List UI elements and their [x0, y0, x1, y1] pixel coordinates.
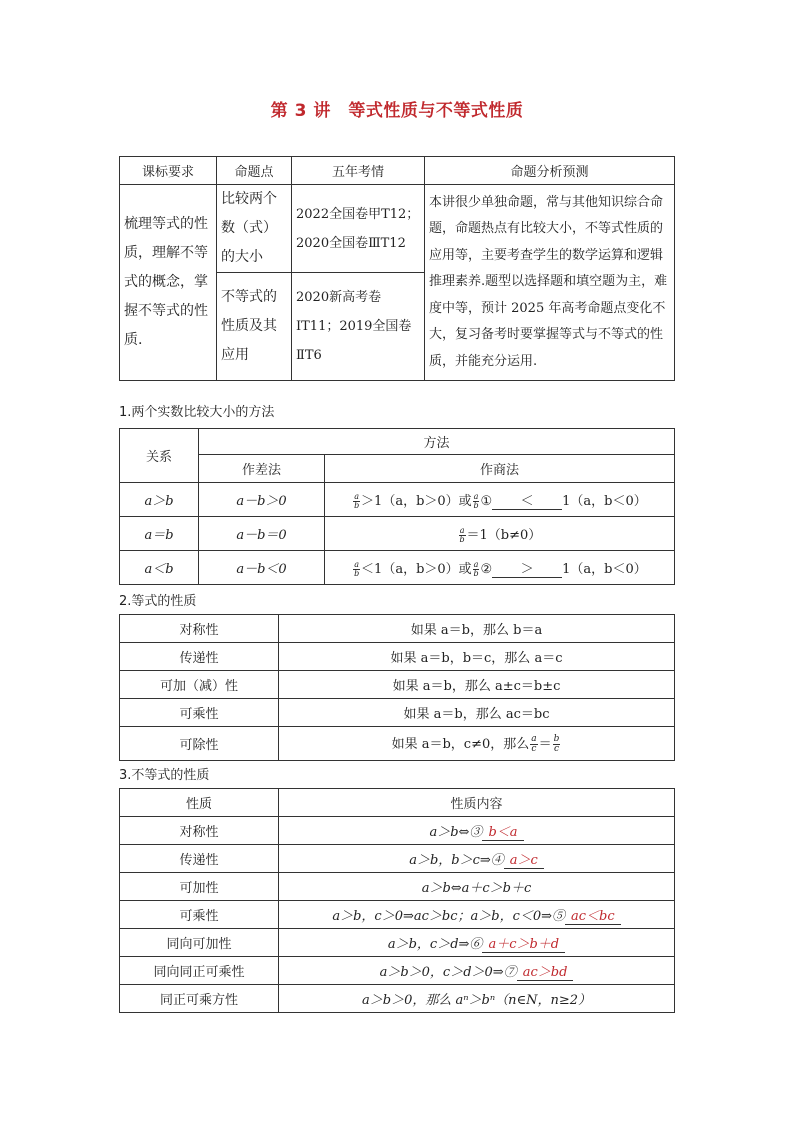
- header-property: 性质: [120, 789, 279, 817]
- ineq-prop-name: 传递性: [120, 845, 279, 873]
- section1-heading: 1.两个实数比较大小的方法: [119, 405, 275, 420]
- section2-heading: 2.等式的性质: [119, 594, 197, 609]
- answer-3: b＜a: [482, 821, 523, 841]
- diff-eq: a－b＝0: [199, 517, 325, 551]
- eq-prop-content: 如果 a＝b，c≠0，那么 $\frac{a}{c}$ ＝ $\frac{b}{c}$: [279, 727, 675, 761]
- eq-prop-content: 如果 a＝b，那么 b＝a: [279, 615, 675, 643]
- equality-table: [119, 614, 675, 761]
- exams-1: 2022全国卷甲T12；2020全国卷ⅢT12: [292, 185, 425, 273]
- quotient-lt: $\frac{a}{b}$ ＜1（a，b＞0）或 $\frac{a}{b}$ ② ＞ 1（a，b＜0）: [325, 551, 675, 585]
- relation-gt: a＞b: [120, 483, 199, 517]
- eq-prop-name: 对称性: [120, 615, 279, 643]
- fraction-a-over-c: $\frac{a}{c}$: [531, 734, 537, 754]
- fraction-a-over-b: $\frac{a}{b}$: [354, 559, 360, 578]
- ineq-prop-name: 可加性: [120, 873, 279, 901]
- ineq-prop-name: 同向同正可乘性: [120, 957, 279, 985]
- relation-lt: a＜b: [120, 551, 199, 585]
- ineq-prop-name: 对称性: [120, 817, 279, 845]
- ineq-prop-content: a＞b，c＞d⇒⑥ a＋c＞b＋d: [279, 929, 675, 957]
- eq-prop-name: 可乘性: [120, 699, 279, 727]
- eq-prop-name: 可除性: [120, 727, 279, 761]
- fraction-a-over-b: $\frac{a}{b}$: [459, 525, 465, 544]
- header-quotient: 作商法: [325, 455, 675, 483]
- ineq-prop-name: 同正可乘方性: [120, 985, 279, 1013]
- diff-gt: a－b＞0: [199, 483, 325, 517]
- eq-prop-name: 可加（减）性: [120, 671, 279, 699]
- ineq-prop-content: a＞b，c＞0⇒ac＞bc；a＞b，c＜0⇒⑤ ac＜bc: [279, 901, 675, 929]
- ineq-prop-name: 可乘性: [120, 901, 279, 929]
- answer-5: ac＜bc: [565, 905, 621, 925]
- analysis-cell: 本讲很少单独命题，常与其他知识综合命题，命题热点有比较大小，不等式性质的应用等，主要考查学生的数学运算和逻辑推理素养.题型以选择题和填空题为主，难度中等，预计 2025 年高考命题点变化不大，复习备考时要掌握等式与不等式的性质，并能充分运用.: [425, 185, 675, 381]
- requirement-cell: 梳理等式的性质，理解不等式的概念，掌握不等式的性质.: [120, 185, 217, 381]
- header-content: 性质内容: [279, 789, 675, 817]
- answer-4: a＞c: [504, 849, 544, 869]
- header-method: 方法: [199, 429, 675, 455]
- header-analysis: 命题分析预测: [425, 157, 675, 185]
- fraction-b-over-c: $\frac{b}{c}$: [553, 734, 560, 754]
- answer-7: ac＞bd: [517, 961, 574, 981]
- eq-prop-name: 传递性: [120, 643, 279, 671]
- comparison-table: [119, 428, 675, 585]
- fraction-a-over-b: $\frac{a}{b}$: [473, 491, 479, 510]
- header-relation: 关系: [120, 429, 199, 483]
- overview-table: [119, 156, 675, 381]
- ineq-prop-name: 同向可加性: [120, 929, 279, 957]
- quotient-gt: $\frac{a}{b}$ ＞1（a，b＞0）或 $\frac{a}{b}$ ① ＜ 1（a，b＜0）: [325, 483, 675, 517]
- fraction-a-over-b: $\frac{a}{b}$: [354, 491, 360, 510]
- blank-2: ＞: [492, 558, 562, 578]
- quotient-eq: $\frac{a}{b}$ ＝1（b≠0）: [325, 517, 675, 551]
- exams-2: 2020新高考卷ⅠT11；2019全国卷ⅡT6: [292, 273, 425, 381]
- eq-prop-content: 如果 a＝b，那么 a±c＝b±c: [279, 671, 675, 699]
- header-topic: 命题点: [217, 157, 292, 185]
- header-requirement: 课标要求: [120, 157, 217, 185]
- section3-heading: 3.不等式的性质: [119, 768, 210, 783]
- blank-1: ＜: [492, 490, 562, 510]
- inequality-table: [119, 788, 675, 1013]
- ineq-prop-content: a＞b⇔a＋c＞b＋c: [279, 873, 675, 901]
- fraction-a-over-b: $\frac{a}{b}$: [473, 559, 479, 578]
- diff-lt: a－b＜0: [199, 551, 325, 585]
- page-title: 第 3 讲 等式性质与不等式性质: [270, 101, 524, 121]
- topic-1: 比较两个数（式）的大小: [217, 185, 292, 273]
- header-exams: 五年考情: [292, 157, 425, 185]
- answer-6: a＋c＞b＋d: [482, 933, 565, 953]
- header-diff: 作差法: [199, 455, 325, 483]
- ineq-prop-content: a＞b＞0，那么 aⁿ＞bⁿ（n∈N，n≥2）: [279, 985, 675, 1013]
- relation-eq: a＝b: [120, 517, 199, 551]
- ineq-prop-content: a＞b＞0，c＞d＞0⇒⑦ ac＞bd: [279, 957, 675, 985]
- eq-prop-content: 如果 a＝b，那么 ac＝bc: [279, 699, 675, 727]
- topic-2: 不等式的性质及其应用: [217, 273, 292, 381]
- ineq-prop-content: a＞b，b＞c⇒④ a＞c: [279, 845, 675, 873]
- eq-prop-content: 如果 a＝b，b＝c，那么 a＝c: [279, 643, 675, 671]
- ineq-prop-content: a＞b⇔③ b＜a: [279, 817, 675, 845]
